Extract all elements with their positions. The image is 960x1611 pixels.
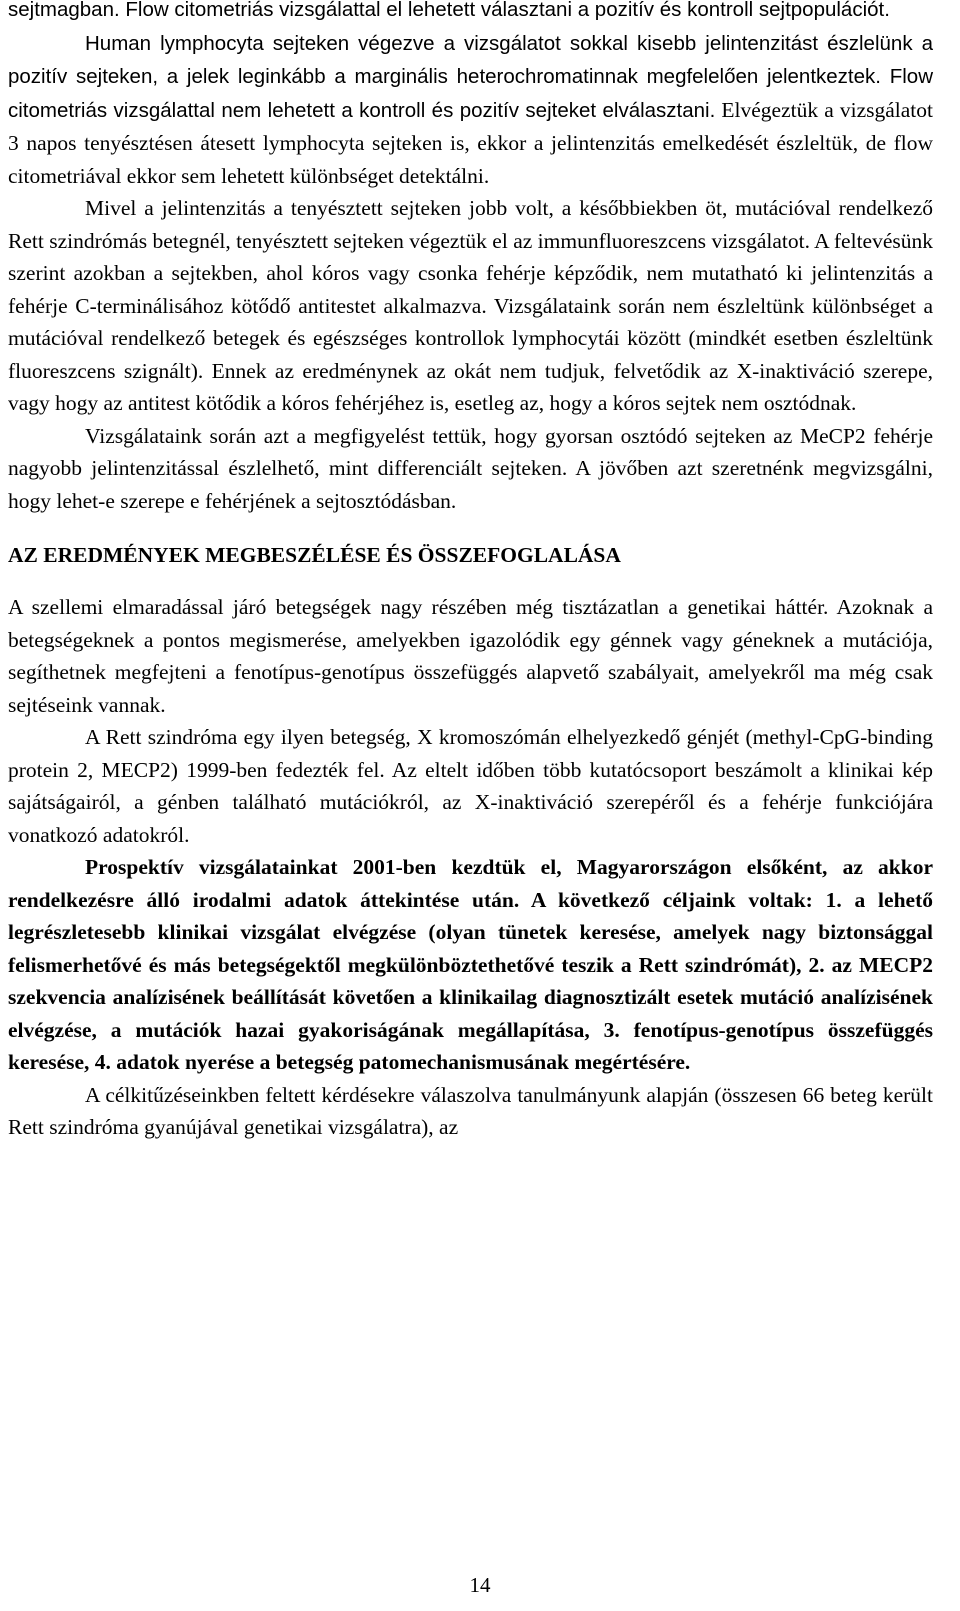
paragraph-segment: sejtmagban. Flow citometriás vizsgálattal el lehetett választani a pozitív és kontroll sejtpopulációt. [8, 0, 890, 21]
document-page [8, 0, 933, 1144]
paragraph-genetic-background: A szellemi elmaradással járó betegségek nagy részében még tisztázatlan a genetikai háttér. Azoknak a betegségeknek a pontos megismerése, amelyekben igazolódik egy génnek vagy géneknek a mutációja, segíthetnek megfejteni a fenotípus-genotípus összefüggés alapvető szabályait, amelyekről ma még csak sejtéseink vannak. [8, 595, 933, 717]
section-heading: AZ EREDMÉNYEK MEGBESZÉLÉSE ÉS ÖSSZEFOGLALÁSA [8, 543, 621, 567]
paragraph-segment: Mivel a jelintenzitás a tenyésztett sejteken jobb volt, a későbbiekben öt, mutációval rendelkező Rett szindrómás betegnél, tenyésztett sejteken végeztük el az immunfluoreszcens vizsgálatot. A feltevésünk szerint azokban a sejtekben, ahol kóros vagy csonka fehérje képződik, nem mutatható ki jelintenzitás a fehérje C-terminálisához kötődő antitestet alkalmazva. Vizsgálataink során nem észleltünk különbséget a mutációval rendelkező betegek és egészséges kontrollok lymphocytái között (mindkét esetben észleltünk fluoreszcens szignált). Ennek az eredménynek az okát nem tudjuk, felvetődik az X-inaktiváció szerepe, vagy hogy az antitest kötődik a kóros fehérjéhez is, esetleg az, hogy a kóros sejtek nem osztódnak. [8, 196, 933, 415]
paragraph-segment: Elvégeztük a vizsgálatot 3 napos tenyésztésen átesett lymphocyta sejteken is, ekkor a jelintenzitás emelkedését észleltük, de flow citometriával ekkor sem lehetett különbséget detektálni. [8, 97, 933, 188]
paragraph-rett-syndrome: A Rett szindróma egy ilyen betegség, X kromoszómán elhelyezkedő génjét (methyl-CpG-binding protein 2, MECP2) 1999-ben fedezték fel. Az eltelt időben több kutatócsoport beszámolt a klinikai kép sajátságairól, a génben található mutációkról, az X-inaktiváció szerepéről és a fehérje funkciójára vonatkozó adatokról. [8, 725, 933, 847]
paragraph-study-answers: A célkitűzéseinkben feltett kérdésekre válaszolva tanulmányunk alapján (összesen 66 beteg került Rett szindróma gyanújával genetikai vizsgálatra), az [8, 1082, 933, 1139]
page-number: 14 [469, 1573, 491, 1597]
paragraph-mecp2-observation [8, 420, 933, 518]
paragraph-prospective-study-goals: Prospektív vizsgálatainkat 2001-ben kezdtük el, Magyarországon elsőként, az akkor rendelkezésre álló irodalmi adatok áttekintése után. A következő céljaink voltak: 1. a lehető legrészletesebb klinikai vizsgálat elvégzése (olyan tünetek keresése, amelyek nagy biztonsággal felismerhetővé és más betegségektől megkülönböztethetővé teszik a Rett szindrómát), 2. az MECP2 szekvencia analízisének beállítását követően a klinikailag diagnosztizált esetek mutáció analízisének elvégzése, a mutációk hazai gyakoriságának megállapítása, 3. fenotípus-genotípus összefüggés keresése, 4. adatok nyerése a betegség patomechanismusának megértésére. [8, 855, 933, 1074]
paragraph-human-lymphocyte [8, 27, 933, 193]
paragraph-flow-cytometry-intro [8, 0, 933, 27]
paragraph-segment: Vizsgálataink során azt a megfigyelést tettük, hogy gyorsan osztódó sejteken az MeCP2 fehérje nagyobb jelintenzitással észlelhető, mint differenciált sejteken. A jövőben azt szeretnénk megvizsgálni, hogy lehet-e szerepe e fehérjének a sejtosztódásban. [8, 423, 933, 513]
paragraph-cultured-cells [8, 192, 933, 420]
paragraph-segment: Human lymphocyta sejteken végezve a vizsgálatot sokkal kisebb jelintenzitást észlelünk a pozitív sejteken, a jelek leginkább a marginális heterochromatinnak megfelelően jelentkeztek. Flow citometriás vizsgálattal nem lehetett a kontroll és pozitív sejteket elválasztani. [8, 31, 933, 122]
